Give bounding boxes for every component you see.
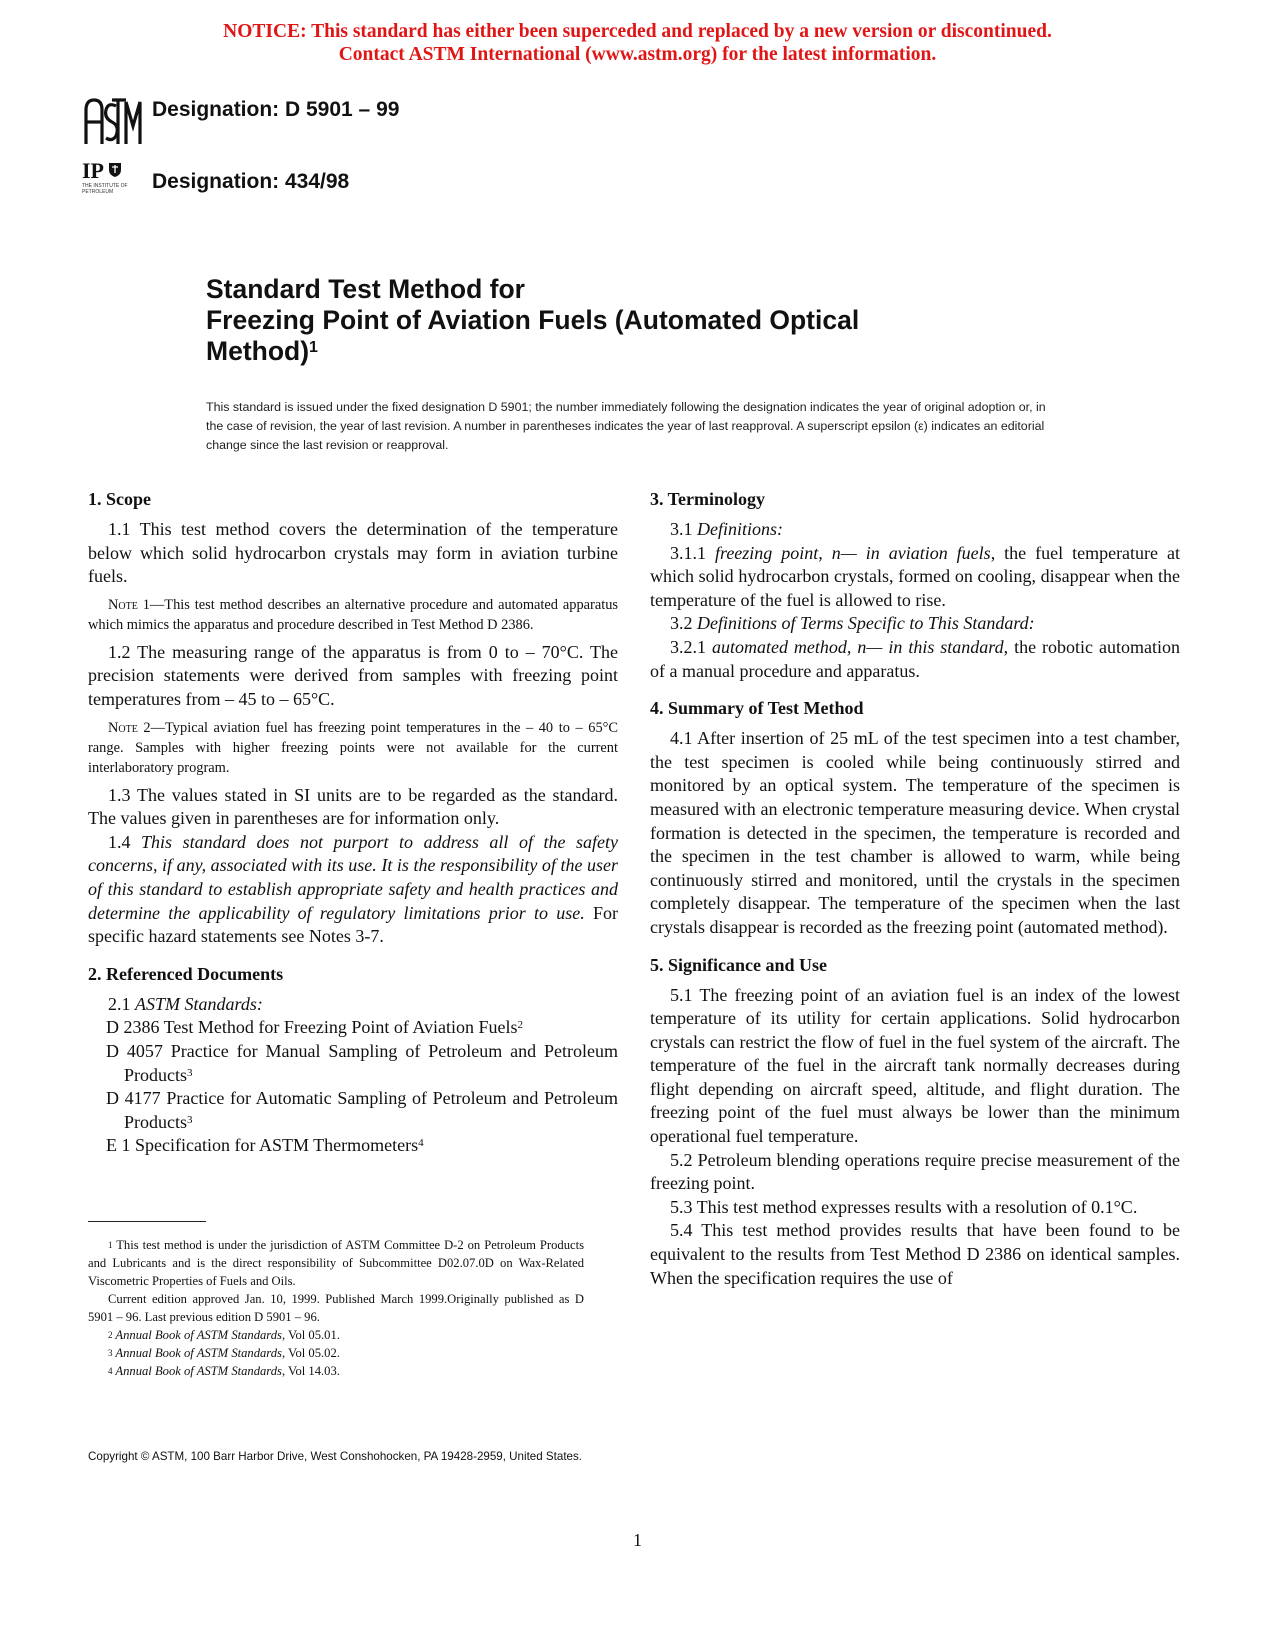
left-column — [88, 488, 618, 1158]
paragraph-3-2: 3.2 Definitions of Terms Specific to This Standard: — [670, 613, 1035, 634]
supersede-notice — [0, 20, 1275, 66]
right-column — [650, 488, 1180, 1290]
section-heading: 3. Terminology — [650, 489, 766, 509]
section-heading: 2. Referenced Documents — [88, 963, 284, 984]
paragraph-3-2-1: 3.2.1 automated method, n— in this standard, the robotic automation of a manual procedure and apparatus. — [650, 636, 1180, 681]
note-1: Note 1—This test method describes an alternative procedure and automated apparatus which mimics the apparatus and procedure described in Test Method D 2386. — [88, 596, 619, 633]
section-heading: 5. Significance and Use — [650, 954, 828, 975]
paragraph-3-1: 3.1 Definitions: — [670, 519, 783, 539]
paragraph-1-1: 1.1 This test method covers the determination of the temperature below which solid hydrocarbon crystals may form in aviation turbine fuels. — [88, 519, 618, 587]
footnote-divider — [88, 1221, 206, 1222]
paragraph-2-1: 2.1 ASTM Standards: — [108, 993, 263, 1014]
paragraph-5-4: 5.4 This test method provides results that have been found to be equivalent to the results from Test Method D 2386 on identical samples. When the specification requires the use of — [650, 1220, 1180, 1288]
title-line-1: Standard Test Method for — [206, 274, 525, 304]
reference-item: D 2386 Test Method for Freezing Point of Aviation Fuels$^2$ — [106, 1017, 524, 1038]
document-title — [206, 274, 986, 367]
astm-logo — [82, 92, 142, 150]
reference-item: D 4177 Practice for Automatic Sampling of Petroleum and Petroleum Products$^3$ — [106, 1088, 618, 1132]
note-2: Note 2—Typical aviation fuel has freezing point temperatures in the – 40 to – 65°C range. Samples with higher freezing points were not available for the current interlaboratory program. — [88, 719, 619, 776]
reference-item: E 1 Specification for ASTM Thermometers$^4$ — [106, 1135, 424, 1156]
title-line-3: Method)$^1$ — [206, 336, 318, 366]
footnote-1: $^1$ This test method is under the jurisdiction of ASTM Committee D-2 on Petroleum Products and Lubricants and is the direct responsibility of Subcommittee D02.07.0D on Wax-Related Viscometric Properties of Fuels and Oils. — [88, 1238, 584, 1288]
paragraph-1-2: 1.2 The measuring range of the apparatus is from 0 to – 70°C. The precision statements were derived from samples with freezing point temperatures from – 45 to – 65°C. — [88, 641, 618, 709]
footnote-1-edition: Current edition approved Jan. 10, 1999. Published March 1999.Originally published as D 5901 – 96. Last previous edition D 5901 – 96. — [88, 1292, 584, 1324]
paragraph-5-1: 5.1 The freezing point of an aviation fuel is an index of the lowest temperature of its utility for certain applications. Solid hydrocarbon crystals can restrict the flow of fuel in the fuel system of the aircraft. The temperature of the fuel in the aircraft tank normally decreases during flight depending on aircraft speed, altitude, and flight duration. The freezing point of the fuel must always be lower than the minimum operational fuel temperature. — [650, 984, 1180, 1147]
notice-line-1: NOTICE: This standard has either been superceded and replaced by a new version or discontinued. — [223, 21, 1052, 42]
reference-item: D 4057 Practice for Manual Sampling of Petroleum and Petroleum Products$^3$ — [106, 1040, 618, 1085]
section-heading: 4. Summary of Test Method — [650, 698, 864, 719]
title-line-2: Freezing Point of Aviation Fuels (Automated Optical — [206, 305, 860, 335]
shield-icon — [108, 162, 122, 178]
paragraph-1-3: 1.3 The values stated in SI units are to be regarded as the standard. The values given in parentheses are for information only. — [88, 784, 618, 829]
footnote-3: $^3$ Annual Book of ASTM Standards, Vol 05.02. — [108, 1346, 340, 1360]
section-heading: 1. Scope — [88, 489, 151, 509]
footnote-4: $^4$ Annual Book of ASTM Standards, Vol 14.03. — [108, 1364, 340, 1378]
paragraph-4-1: 4.1 After insertion of 25 mL of the test specimen into a test chamber, the test specimen is cooled while being continuously stirred and monitored by an optical system. The temperature of the specimen is measured with an electronic temperature measuring device. When crystal formation is detected in the specimen, the temperature is recorded and the specimen in the test chamber is allowed to warm, while being continuously stirred and monitored, until the crystals in the specimen completely disappear. The temperature of the specimen when the last crystals disappear is recorded as the freezing point (automated method). — [650, 728, 1180, 937]
designation-ip: Designation: 434/98 — [152, 170, 350, 193]
title-footnote-mark: 1 — [309, 339, 318, 356]
footnotes — [88, 1236, 584, 1380]
paragraph-5-2: 5.2 Petroleum blending operations require precise measurement of the freezing point. — [650, 1149, 1180, 1194]
paragraph-1-4: 1.4 This standard does not purport to address all of the safety concerns, if any, associated with its use. It is the responsibility of the user of this standard to establish appropriate safety and health practices and determine the applicability of regulatory limitations prior to use. For specific hazard statements see Notes 3-7. — [88, 831, 618, 947]
footnote-2: $^2$ Annual Book of ASTM Standards, Vol 05.01. — [108, 1328, 340, 1342]
ip-logo-subtext: THE INSTITUTE OF PETROLEUM — [82, 183, 128, 195]
paragraph-5-3: 5.3 This test method expresses results with a resolution of 0.1°C. — [670, 1196, 1138, 1217]
page-number: 1 — [633, 1530, 642, 1550]
designation-astm: Designation: D 5901 – 99 — [152, 98, 400, 121]
issued-statement: This standard is issued under the fixed designation D 5901; the number immediately following the designation indicates the year of original adoption or, in the case of revision, the year of last revision. A number in parentheses indicates the year of last reapproval. A superscript epsilon (ε) indicates an editorial change since the last revision or reapproval. — [206, 400, 1046, 452]
copyright-line: Copyright © ASTM, 100 Barr Harbor Drive, West Conshohocken, PA 19428-2959, United States. — [88, 1450, 583, 1463]
paragraph-3-1-1: 3.1.1 freezing point, n— in aviation fuels, the fuel temperature at which solid hydrocarbon crystals, formed on cooling, disappear when the temperature of the fuel is allowed to rise. — [650, 542, 1181, 610]
ip-logo: IP THE INSTITUTE OF PETROLEUM — [82, 158, 128, 195]
notice-line-2: Contact ASTM International (www.astm.org) for the latest information. — [338, 44, 937, 65]
